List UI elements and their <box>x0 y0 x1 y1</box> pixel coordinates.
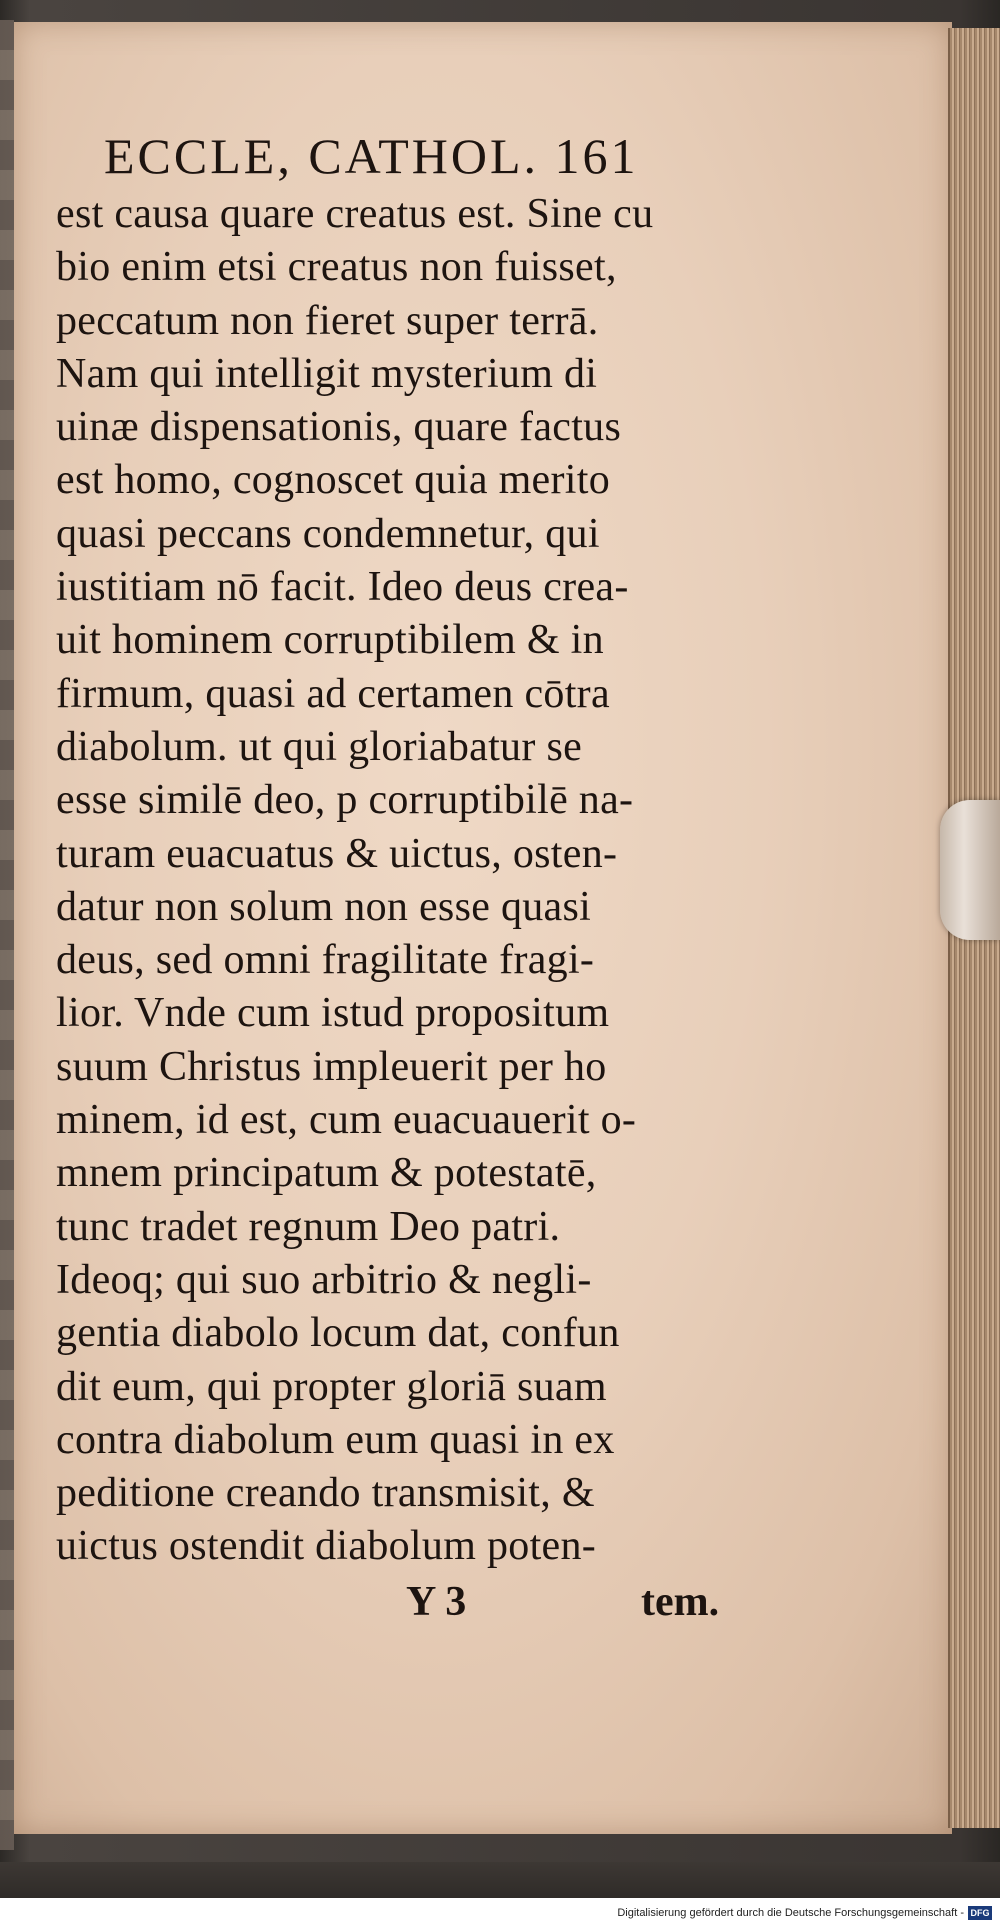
page-text <box>56 124 746 1630</box>
text-line: mnem principatum & potestatē, <box>56 1150 597 1197</box>
text-line: uinæ dispensationis, quare factus <box>56 404 622 451</box>
text-line: bio enim etsi creatus non fuisset, <box>56 244 617 291</box>
text-line: tunc tradet regnum Deo patri. <box>56 1203 561 1250</box>
dfg-logo: DFG <box>968 1906 992 1920</box>
running-head: ECCLE, CATHOL. 161 <box>104 128 639 184</box>
text-line: iustitiam nō facit. Ideo deus crea- <box>56 564 629 611</box>
footer-line <box>56 1574 746 1630</box>
text-line: suum Christus impleuerit per ho <box>56 1043 607 1090</box>
text-line: uictus ostendit diabolum poten- <box>56 1523 597 1570</box>
text-line: firmum, quasi ad certamen cōtra <box>56 670 610 717</box>
book-clasp <box>940 800 1000 940</box>
text-line: peditione creando transmisit, & <box>56 1470 595 1517</box>
text-line: dit eum, qui propter gloriā suam <box>56 1363 607 1410</box>
text-line: deus, sed omni fragilitate fragi- <box>56 937 595 984</box>
binding-edge <box>0 20 14 1850</box>
text-line: datur non solum non esse quasi <box>56 883 592 930</box>
funding-note: Digitalisierung gefördert durch die Deutsche Forschungsgemeinschaft - <box>617 1907 964 1919</box>
text-line: peccatum non fieret super terrā. <box>56 297 599 344</box>
text-line: turam euacuatus & uictus, osten- <box>56 830 618 877</box>
text-line: gentia diabolo locum dat, confun <box>56 1310 620 1357</box>
scan-bottom-band <box>0 1862 1000 1898</box>
text-line: Ideoq; qui suo arbitrio & negli- <box>56 1256 592 1303</box>
text-line: minem, id est, cum euacuauerit o- <box>56 1097 637 1144</box>
text-lines <box>56 188 746 1574</box>
text-line: diabolum. ut qui gloriabatur se <box>56 723 583 770</box>
signature-mark: Y 3 <box>406 1578 467 1625</box>
text-line: quasi peccans condemnetur, qui <box>56 510 600 557</box>
text-line: esse similē deo, p corruptibilē na- <box>56 777 634 824</box>
text-line: contra diabolum eum quasi in ex <box>56 1416 615 1463</box>
catchword: tem. <box>641 1578 720 1625</box>
text-line: uit hominem corruptibilem & in <box>56 617 604 664</box>
text-line: est homo, cognoscet quia merito <box>56 457 611 504</box>
text-line: est causa quare creatus est. Sine cu <box>56 191 654 237</box>
text-line: Nam qui intelligit mysterium di <box>56 350 598 397</box>
text-line: lior. Vnde cum istud propositum <box>56 990 610 1037</box>
